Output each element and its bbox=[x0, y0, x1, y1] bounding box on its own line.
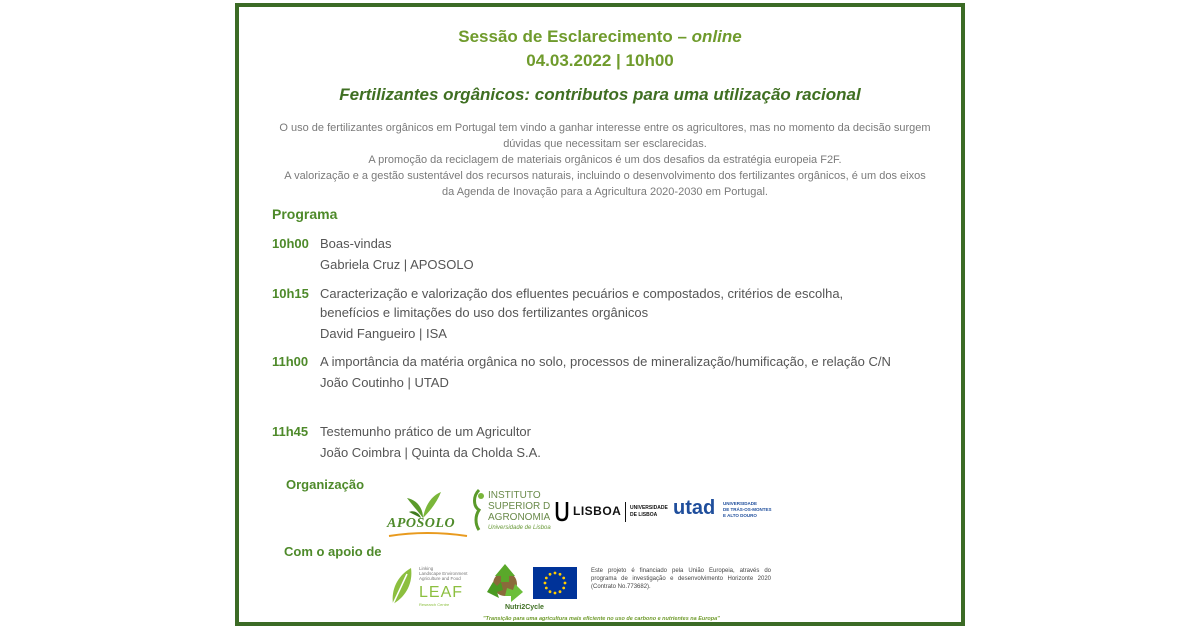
program-title: Caracterização e valorização dos efluentes pecuários e compostados, critérios de escolha, benefícios e limitações do uso dos fertilizantes orgânicos bbox=[320, 286, 844, 320]
utad-subtitle bbox=[723, 501, 772, 519]
leaf-small-1: Linking bbox=[419, 566, 434, 571]
program-speaker: David Fangueiro | ISA bbox=[320, 326, 447, 341]
leaf-small-4: Research Centre bbox=[419, 602, 450, 607]
isa-logo bbox=[471, 488, 551, 536]
utad-sub-3: E ALTO DOURO bbox=[723, 513, 757, 518]
recycle-icon bbox=[481, 560, 529, 608]
leaf-wordmark: LEAF bbox=[419, 584, 464, 601]
leaf-logo bbox=[389, 564, 473, 608]
isa-emblem-icon bbox=[471, 488, 487, 532]
ulisboa-subtitle bbox=[630, 505, 668, 519]
leaf-small-3: Agriculture and Food bbox=[419, 576, 461, 581]
isa-line-1: INSTITUTO bbox=[488, 490, 541, 501]
isa-line-2: SUPERIOR D bbox=[488, 501, 551, 512]
program-title: Boas-vindas bbox=[320, 236, 392, 251]
eu-funding-text: Este projeto é financiado pela União Europeia, através do programa de investigação e desenvolvimento Horizonte 2020 (Contrato No.773682). bbox=[591, 568, 771, 590]
utad-logo bbox=[673, 497, 773, 525]
aposolo-swoosh-icon bbox=[387, 532, 469, 538]
program-item bbox=[272, 422, 900, 462]
program-speaker: João Coimbra | Quinta da Cholda S.A. bbox=[320, 445, 541, 460]
program-time: 10h00 bbox=[272, 236, 309, 251]
program-speaker: Gabriela Cruz | APOSOLO bbox=[320, 257, 474, 272]
aposolo-logo bbox=[387, 488, 469, 536]
intro-text bbox=[279, 120, 931, 200]
program-item bbox=[272, 234, 900, 274]
intro-paragraph-2: A promoção da reciclagem de materiais orgânicos é um dos desafios da estratégia europeia F2F. bbox=[368, 154, 842, 166]
utad-wordmark: utad bbox=[673, 497, 716, 519]
session-title bbox=[239, 27, 961, 47]
organizacao-heading: Organização bbox=[286, 477, 365, 492]
nutri2cycle-wordmark: Nutri2Cycle bbox=[505, 604, 544, 611]
session-date: 04.03.2022 | 10h00 bbox=[526, 51, 674, 70]
program-item bbox=[272, 352, 900, 392]
program-time: 10h15 bbox=[272, 286, 309, 301]
ulisboa-divider bbox=[625, 502, 626, 522]
utad-sub-1: UNIVERSIDADE bbox=[723, 501, 758, 506]
program-time: 11h00 bbox=[272, 354, 309, 369]
ulisboa-wordmark: LISBOA bbox=[573, 504, 622, 518]
leaf-tagline bbox=[419, 566, 468, 581]
program-title: A importância da matéria orgânica no solo, processos de mineralização/humificação, e relação C/N bbox=[320, 354, 891, 369]
ulisboa-sub-2: DE LISBOA bbox=[630, 512, 658, 518]
isa-line-3: AGRONOMIA bbox=[488, 512, 551, 523]
title-online: online bbox=[691, 27, 742, 46]
intro-paragraph-3: A valorização e a gestão sustentável dos recursos naturais, incluindo o desenvolvimento dos fertilizantes orgânicos, é um dos eixos da Agenda de Inovação para a Agricultura 2020-2030 em Portugal. bbox=[284, 170, 926, 198]
program-title: Testemunho prático de um Agricultor bbox=[320, 424, 531, 439]
session-subtitle: Fertilizantes orgânicos: contributos para uma utilização racional bbox=[339, 85, 861, 104]
ulisboa-u-icon bbox=[555, 502, 569, 522]
utad-sub-2: DE TRÁS-OS-MONTES bbox=[723, 507, 772, 512]
project-footer: "Transição para uma agricultura mais eficiente no uso de carbono e nutrientes na Europa" bbox=[483, 616, 720, 622]
aposolo-wordmark: APOSOLO bbox=[387, 516, 456, 531]
intro-paragraph-1: O uso de fertilizantes orgânicos em Portugal tem vindo a ganhar interesse entre os agricultores, mas no momento da decisão surgem dúvidas que necessitam ser esclarecidas. bbox=[279, 122, 931, 150]
ulisboa-sub-1: UNIVERSIDADE bbox=[630, 505, 668, 511]
isa-subtitle: Universidade de Lisboa bbox=[488, 525, 551, 531]
program-speaker: João Coutinho | UTAD bbox=[320, 375, 449, 390]
programa-heading: Programa bbox=[272, 206, 338, 222]
leaf-small-2: Landscape Environment bbox=[419, 571, 468, 576]
program-time: 11h45 bbox=[272, 424, 309, 439]
title-prefix: Sessão de Esclarecimento – bbox=[458, 27, 687, 46]
eu-flag bbox=[533, 567, 577, 599]
apoio-heading: Com o apoio de bbox=[284, 544, 382, 559]
ulisboa-logo bbox=[555, 500, 668, 528]
leaf-icon bbox=[389, 566, 415, 606]
eu-stars-icon bbox=[533, 567, 577, 599]
program-item bbox=[272, 284, 900, 343]
isa-wordmark bbox=[488, 490, 551, 534]
flyer-frame bbox=[235, 3, 965, 626]
